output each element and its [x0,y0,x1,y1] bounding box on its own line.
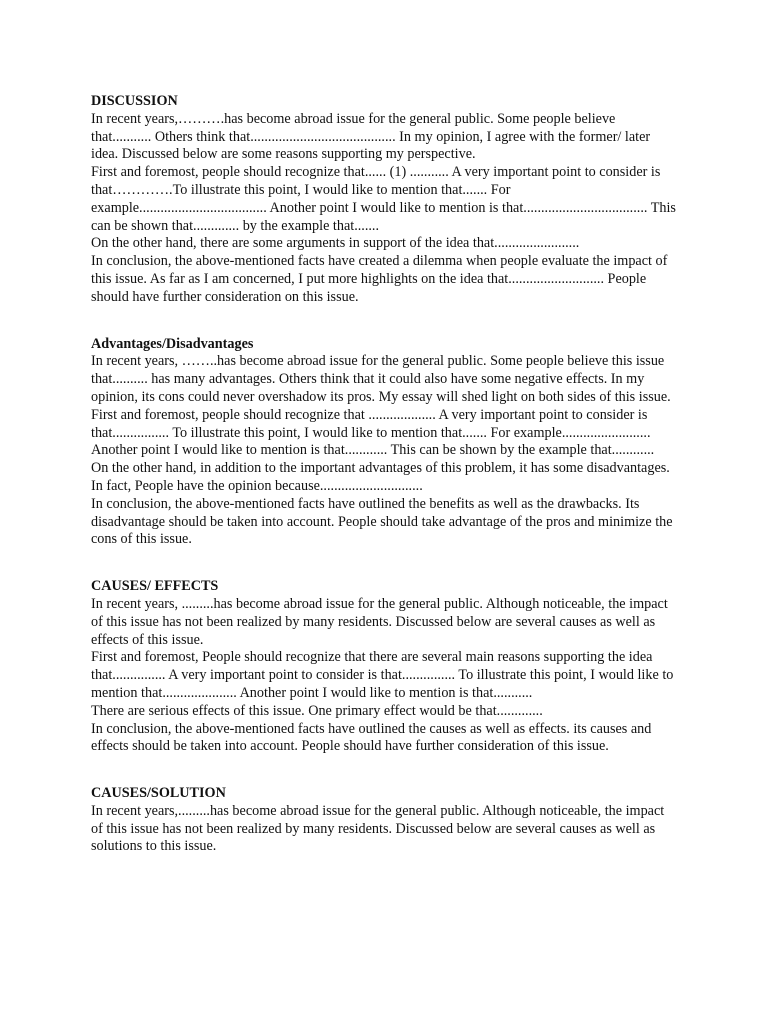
paragraph: First and foremost, people should recognize that...... (1) ........... A very important point to consider is that………….To illustrate this point, I would like to mention that....... For example.................................... Another point I would like to mention is that................................... This can be shown that............. by the example that....... [91,164,676,234]
section-heading: DISCUSSION [91,93,178,109]
paragraph: In recent years,.........has become abroad issue for the general public. Although noticeable, the impact of this issue has not been realized by many residents. Discussed below are several causes as well as solutions to this issue. [91,802,665,855]
section-discussion [91,93,679,307]
paragraph: On the other hand, there are some arguments in support of the idea that........................ [91,235,580,252]
section-causes-effects [91,578,679,756]
section-heading: Advantages/Disadvantages [91,335,254,352]
section-heading: CAUSES/ EFFECTS [91,578,219,595]
paragraph: In recent years,……….has become abroad issue for the general public. Some people believe that........... Others think that......................................... In my opinion, I agree with the former/ later idea. Discussed below are some reasons supporting my perspective. [91,110,651,163]
paragraph: In conclusion, the above-mentioned facts have outlined the causes as well as effects. its causes and effects should be taken into account. People should have further consideration of this issue. [91,720,652,755]
section-causes-solution [91,785,679,856]
paragraph: There are serious effects of this issue. One primary effect would be that............. [91,702,543,719]
paragraph: In conclusion, the above-mentioned facts have created a dilemma when people evaluate the impact of this issue. As far as I am concerned, I put more highlights on the idea that........................... People should have further consideration on this issue. [91,253,668,305]
paragraph: On the other hand, in addition to the important advantages of this problem, it has some disadvantages. In fact, People have the opinion because............................. [91,460,670,494]
paragraph: First and foremost, people should recognize that ................... A very important point to consider is that................ To illustrate this point, I would like to mention that....... For example......................... Another point I would like to mention is that............ This can be shown by the example that............ [91,406,655,459]
paragraph: First and foremost, People should recognize that there are several main reasons supporting the idea that............... A very important point to consider is that............... To illustrate this point, I would like to mention that..................... Another point I would like to mention is that........... [91,649,674,701]
section-heading: CAUSES/SOLUTION [91,785,226,802]
section-advantages-disadvantages [91,336,679,550]
document-page [91,93,679,856]
paragraph: In recent years, .........has become abroad issue for the general public. Although noticeable, the impact of this issue has not been realized by many residents. Discussed below are several causes as well as effects of this issue. [91,595,668,648]
paragraph: In recent years, ……..has become abroad issue for the general public. Some people believe this issue that.......... has many advantages. Others think that it could also have some negative effects. In my opinion, its cons could never overshadow its pros. My essay will shed light on both sides of this issue. [91,353,671,405]
paragraph: In conclusion, the above-mentioned facts have outlined the benefits as well as the drawbacks. Its disadvantage should be taken into account. People should take advantage of the pros and minimize the cons of this issue. [91,495,673,548]
